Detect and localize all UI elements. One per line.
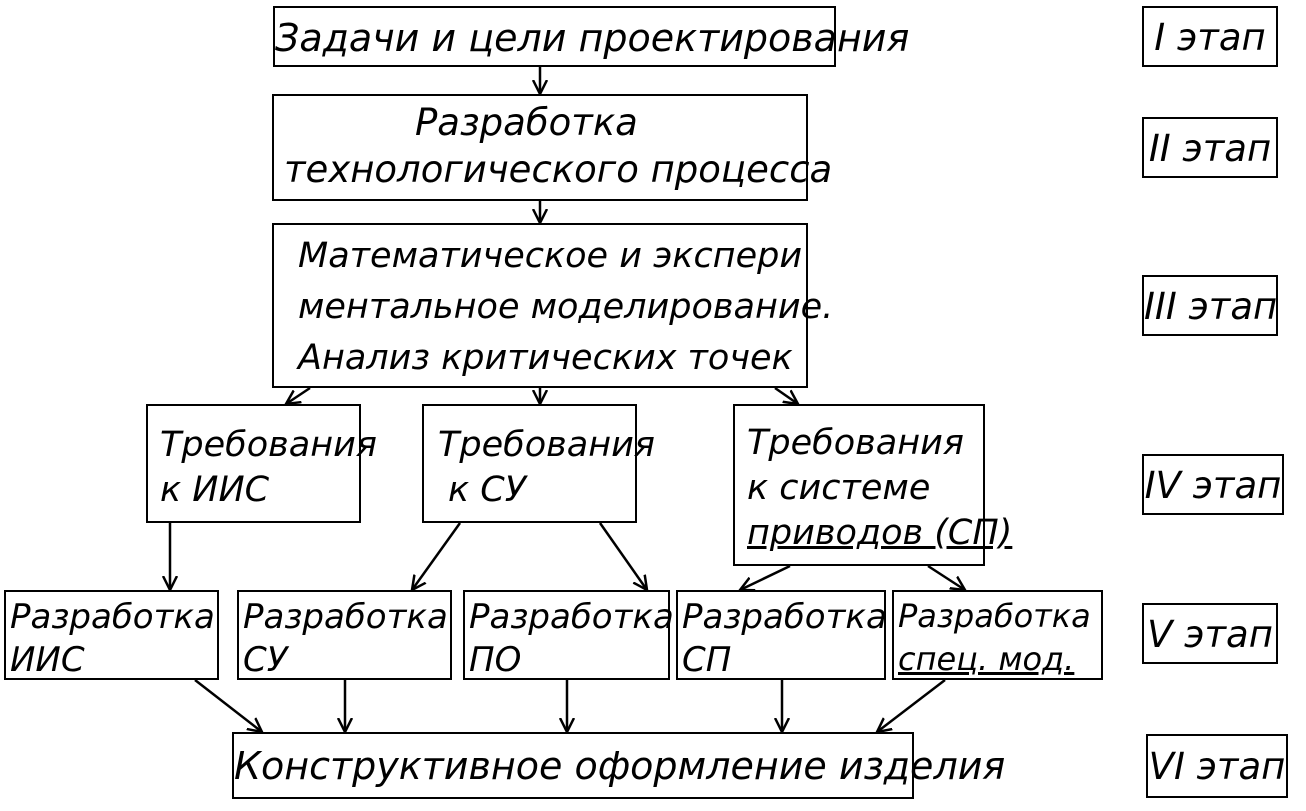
box-design xyxy=(232,732,1006,799)
box-modeling-line-3: Анализ критических точек xyxy=(298,338,793,378)
arrow-req-sp-to-dev-spec xyxy=(928,566,965,590)
box-req-sp xyxy=(733,404,1013,566)
stage-label-2: II этап xyxy=(1142,117,1278,178)
box-tasks-line-1: Задачи и цели проектирования xyxy=(275,16,910,60)
box-req-iis xyxy=(146,404,377,523)
box-dev-spec-line-1: Разработка xyxy=(898,597,1091,635)
box-modeling-line-1: Математическое и экспери xyxy=(298,236,803,276)
box-dev-spec-line-2: спец. мод. xyxy=(898,640,1075,678)
box-design-line-1: Конструктивное оформление изделия xyxy=(234,744,1006,788)
box-req-sp-line-2: к системе xyxy=(747,468,931,508)
box-modeling-line-2: ментальное моделирование. xyxy=(298,287,834,327)
box-dev-po xyxy=(463,590,674,680)
box-req-su-line-2: к СУ xyxy=(448,470,527,510)
arrow-modeling-to-req-sp xyxy=(775,388,798,404)
arrow-dev-spec-to-design xyxy=(877,680,945,732)
box-process-line-1: Разработка xyxy=(415,101,638,144)
box-modeling xyxy=(272,223,834,388)
box-dev-iis xyxy=(4,590,219,680)
stage-label-5: V этап xyxy=(1142,603,1278,664)
box-req-iis-line-1: Требования xyxy=(160,425,377,465)
box-tasks xyxy=(273,6,910,67)
box-req-su xyxy=(422,404,655,523)
arrow-dev-iis-to-design xyxy=(195,680,262,732)
box-dev-po-line-2: ПО xyxy=(469,640,522,680)
box-dev-iis-line-1: Разработка xyxy=(10,597,215,637)
stage-label-4: IV этап xyxy=(1142,454,1284,515)
arrow-req-su-to-dev-po xyxy=(600,523,647,590)
box-dev-sp-line-2: СП xyxy=(682,640,732,680)
box-req-iis-line-2: к ИИС xyxy=(160,470,270,510)
box-dev-sp-line-1: Разработка xyxy=(682,597,887,637)
stage-label-1: I этап xyxy=(1142,6,1278,67)
box-dev-su xyxy=(237,590,452,680)
box-req-sp-line-3: приводов (СП) xyxy=(747,513,1013,553)
stage-label-3: III этап xyxy=(1142,275,1278,336)
arrow-req-sp-to-dev-sp xyxy=(740,566,790,590)
arrow-req-su-to-dev-su xyxy=(412,523,460,590)
box-dev-su-line-1: Разработка xyxy=(243,597,448,637)
stage-label-6: VI этап xyxy=(1146,734,1288,798)
box-process xyxy=(272,94,833,201)
box-req-sp-line-1: Требования xyxy=(747,423,964,463)
arrow-modeling-to-req-iis xyxy=(286,388,310,404)
box-req-su-line-1: Требования xyxy=(438,425,655,465)
box-dev-su-line-2: СУ xyxy=(243,640,288,680)
box-process-line-2: технологического процесса xyxy=(284,148,833,191)
box-dev-sp xyxy=(676,590,886,680)
box-dev-spec xyxy=(892,590,1103,680)
box-dev-iis-line-2: ИИС xyxy=(10,640,85,680)
box-dev-po-line-1: Разработка xyxy=(469,597,674,637)
